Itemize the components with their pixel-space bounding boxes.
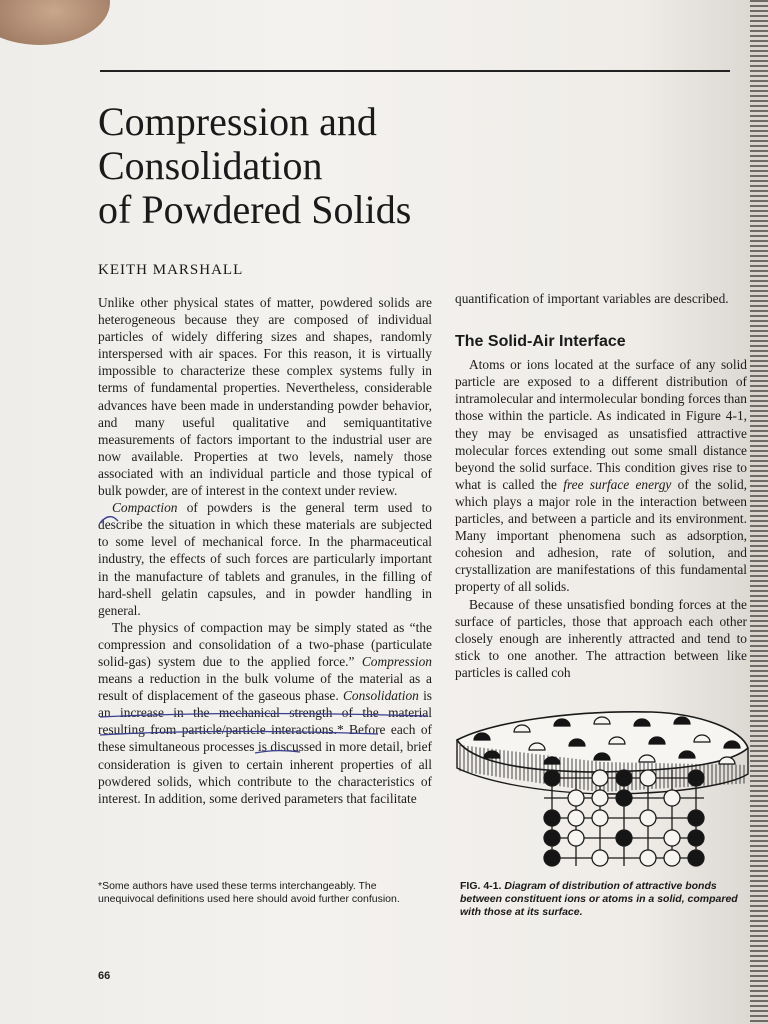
page-stack-edge xyxy=(750,0,768,1024)
lattice-atom xyxy=(640,850,656,866)
lattice-atom xyxy=(688,830,704,846)
lattice-atom xyxy=(664,790,680,806)
figure-caption-text: Diagram of distribution of attractive bonds between constituent ions or atoms in a solid, compared with those at its surface. xyxy=(460,880,738,918)
lattice-atom xyxy=(688,810,704,826)
figure-caption xyxy=(460,880,750,919)
figure-label: FIG. 4-1. xyxy=(460,880,502,892)
footnote: *Some authors have used these terms interchangeably. The unequivocal definitions used here should avoid further confusion. xyxy=(98,880,400,905)
title-line-3: of Powdered Solids xyxy=(98,187,412,232)
lattice-atom xyxy=(664,830,680,846)
solid-air-paragraph-1: Atoms or ions located at the surface of any solid particle are exposed to a different distribution of intramolecular and intermolecular bonding forces than those within the particle. As indicated in Figure 4-1, they may be envisaged as unsatisfied attractive molecular forces extending out some small distance beyond the solid surface. This condition gives rise to what is called the free surface energy of the solid, which plays a major role in the interaction between particles, and between a particle and its environment. Many important phenomena such as adsorption, cohesion and adhesion, rate of solution, and crystallization are manifestations of this fundamental property of all solids. xyxy=(455,357,747,595)
right-column xyxy=(455,290,747,681)
solid-air-paragraph-2: Because of these unsatisfied bonding forces at the surface of particles, those that approach each other closely enough are inherently attracted and tend to stick to one another. The attraction between like particles is called coh xyxy=(455,596,747,680)
header-rule xyxy=(100,70,730,72)
lattice-atom xyxy=(616,830,632,846)
lattice-atom xyxy=(568,810,584,826)
lattice-atom xyxy=(568,830,584,846)
lattice-atom xyxy=(688,850,704,866)
lattice-atom xyxy=(592,770,608,786)
lattice-atom xyxy=(592,790,608,806)
title-line-2: Consolidation xyxy=(98,143,323,188)
author-name: KEITH MARSHALL xyxy=(98,262,244,278)
left-column xyxy=(98,294,432,807)
lattice-atom xyxy=(664,850,680,866)
chapter-title xyxy=(98,100,558,232)
lattice-atom xyxy=(616,790,632,806)
lattice-atom xyxy=(568,790,584,806)
intro-paragraph: Unlike other physical states of matter, powdered solids are heterogeneous because they are composed of individual particles of widely differing sizes and shapes, randomly interspersed with air spaces. For this reason, it is virtually impossible to characterize these complex systems fully in terms of fundamental properties. Nevertheless, considerable advances have been made in understanding powder behavior, and many useful qualitative and semiquantitative measurements of factors important to the industrial user are now available. Properties at two levels, namely those associated with an individual particle and those typical of bulk powder, are of interest in the context under review. xyxy=(98,295,432,499)
lattice-atom xyxy=(544,810,560,826)
lattice-atom xyxy=(616,770,632,786)
figure-4-1-diagram xyxy=(452,700,752,875)
lattice-atom xyxy=(592,810,608,826)
continuation-text: quantification of important variables are described. xyxy=(455,291,729,306)
physics-paragraph: The physics of compaction may be simply stated as “the compression and consolidation of a two-phase (particulate solid-gas) system due to the applied force.” Compression means a reduction in the bulk volume of the material as a result of displacement of the gaseous phase. Consolidation is an increase in the mechanical strength of the material resulting from particle/particle interactions.* Before each of these simultaneous processes is discussed in more detail, brief consideration is given to certain inherent properties of all powdered solids, which contribute to the characteristics of interest. In addition, some derived parameters that facilitate xyxy=(98,619,433,806)
term-free-surface-energy: free surface energy xyxy=(563,476,672,492)
thumb xyxy=(0,0,110,45)
term-compression: Compression xyxy=(361,653,432,669)
lattice-atom xyxy=(640,770,656,786)
title-line-1: Compression and xyxy=(98,99,377,144)
compaction-paragraph: Compaction of powders is the general term used to describe the situation in which these materials are subjected to some level of mechanical force. In the pharmaceutical industry, the effects of such forces are particularly important in the manufacture of tablets and granules, in the filling of hard-shell gelatin capsules, and in powder handling in general. xyxy=(98,500,432,618)
lattice-atom xyxy=(592,850,608,866)
term-compaction: Compaction xyxy=(112,500,178,516)
lattice-atom xyxy=(544,830,560,846)
page-number: 66 xyxy=(98,970,111,982)
lattice-atom xyxy=(640,810,656,826)
lattice-atom xyxy=(688,770,704,786)
term-consolidation: Consolidation xyxy=(342,688,419,704)
lattice-atom xyxy=(544,850,560,866)
section-heading: The Solid-Air Interface xyxy=(455,333,626,351)
lattice-atom xyxy=(544,770,560,786)
